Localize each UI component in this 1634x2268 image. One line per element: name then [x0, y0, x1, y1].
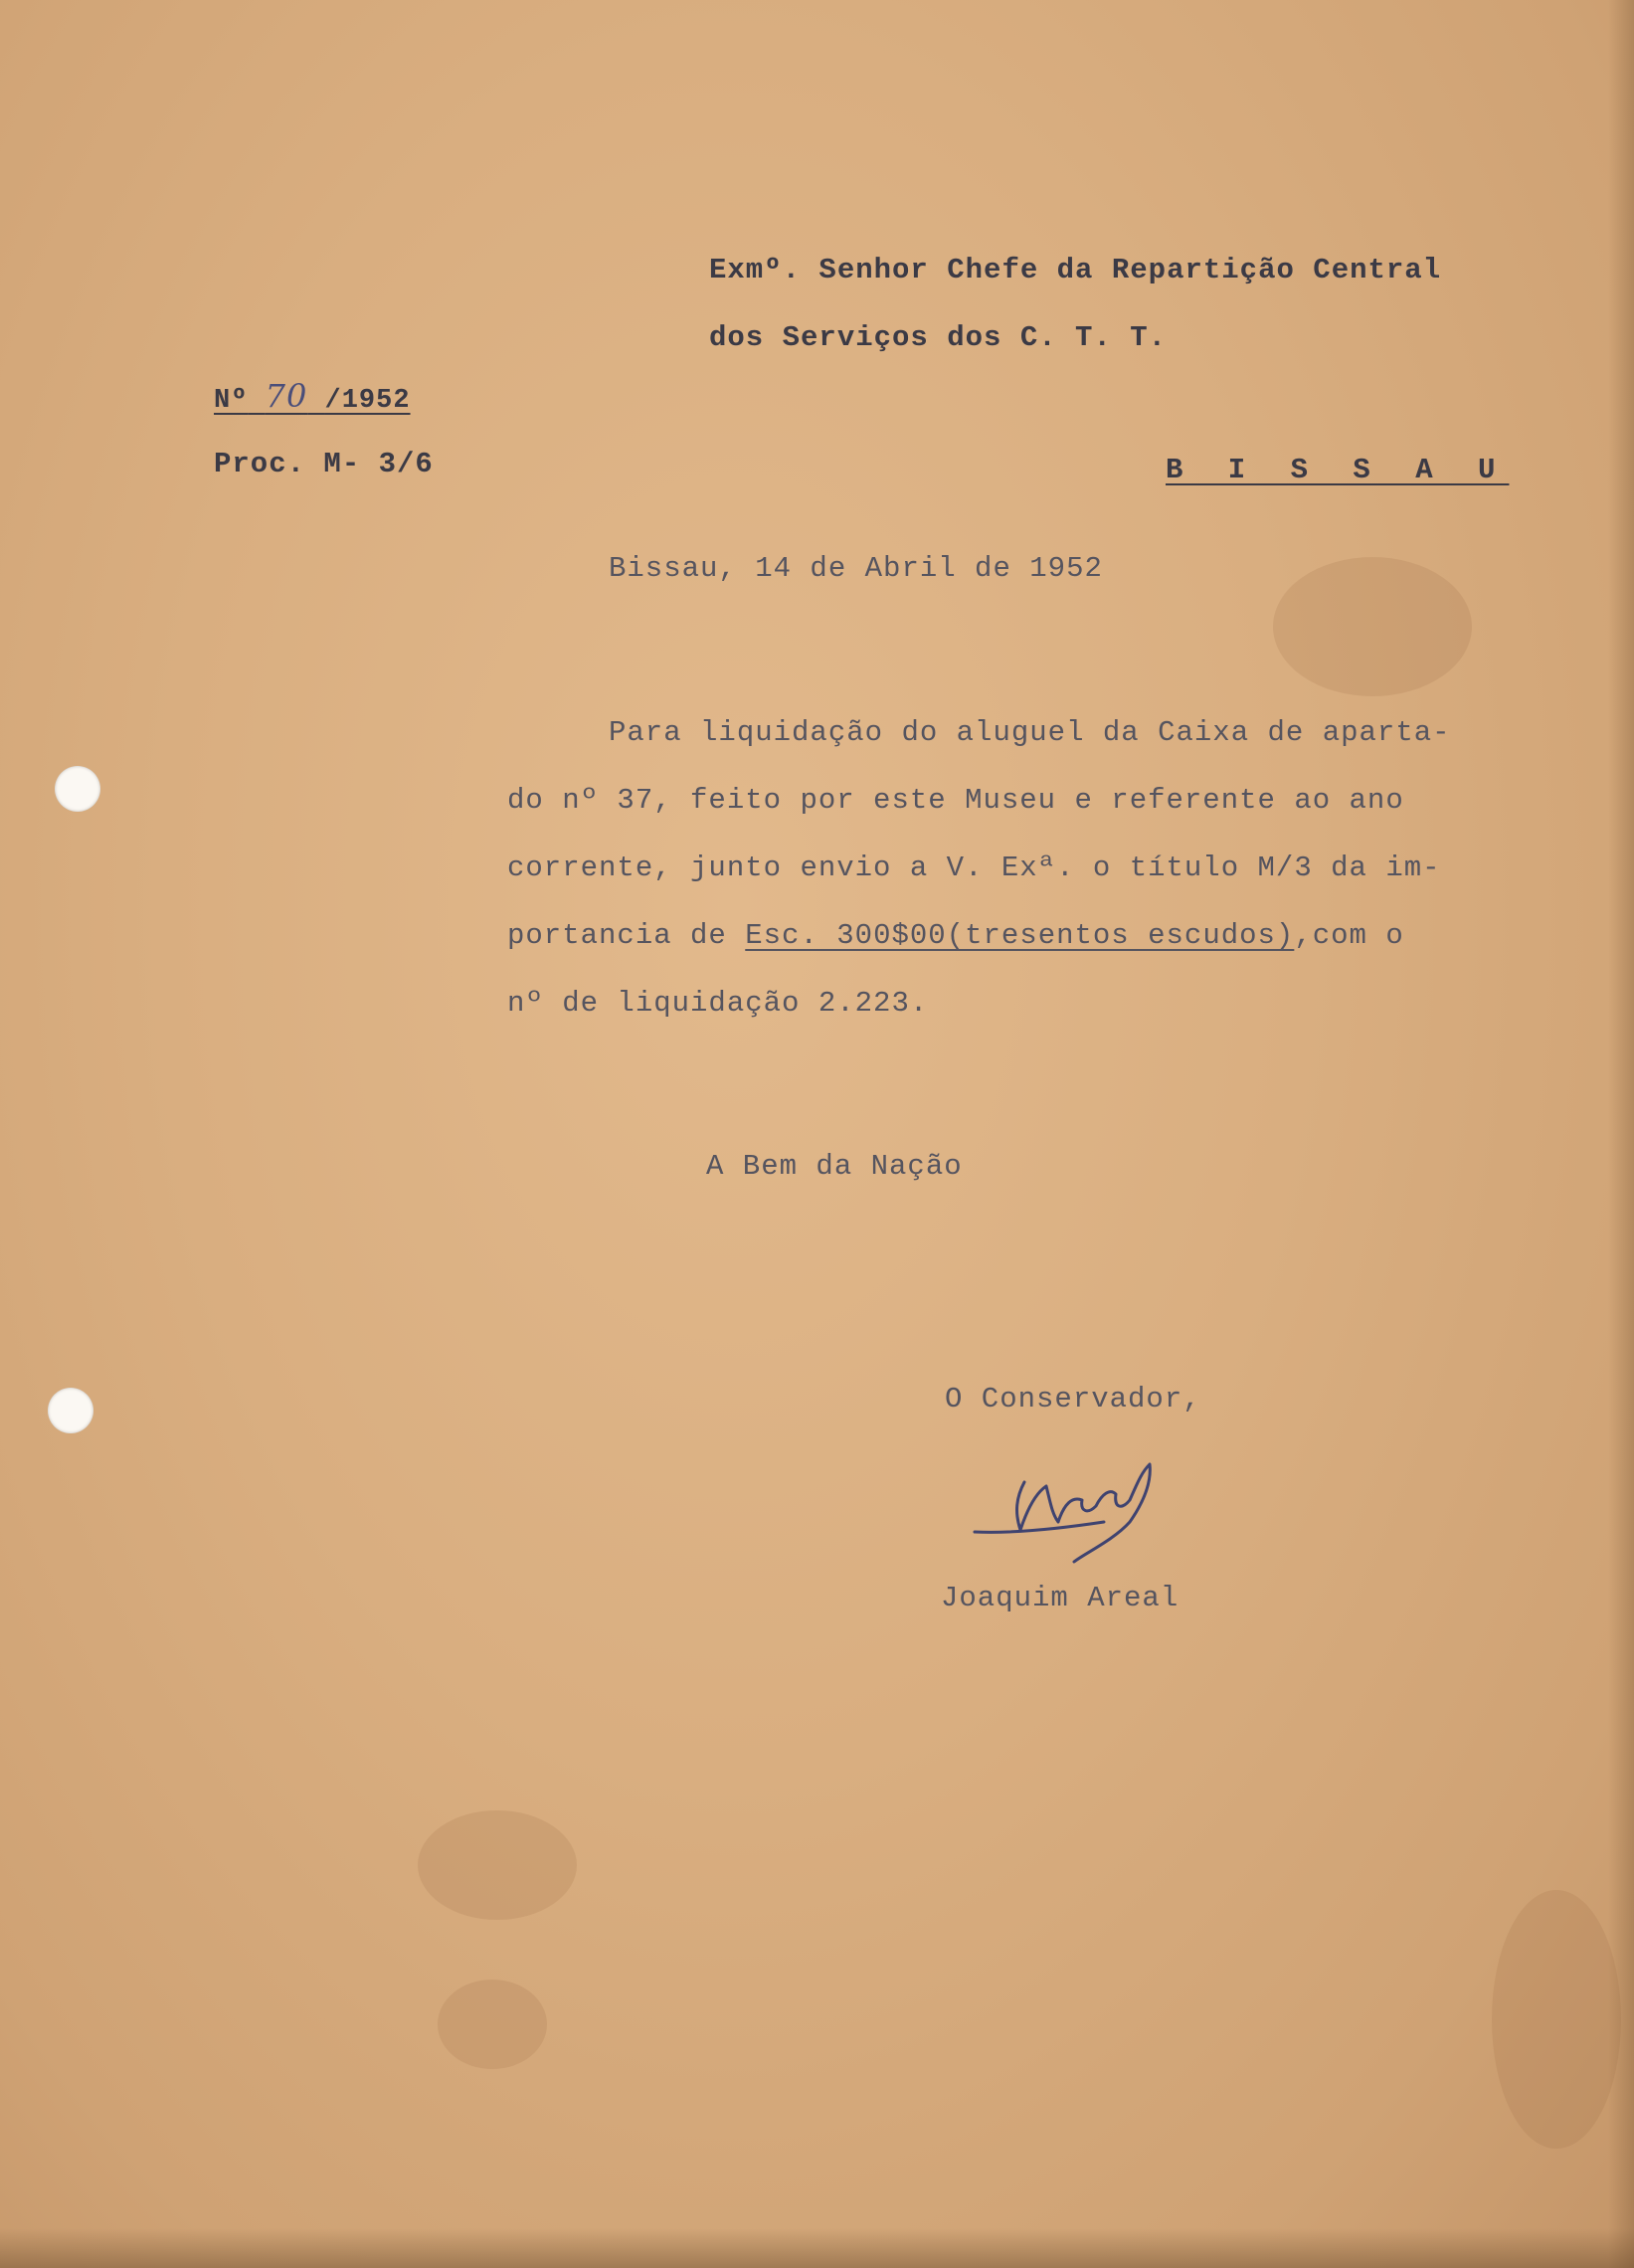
handwritten-signature — [955, 1442, 1213, 1572]
paper-stain — [418, 1810, 577, 1920]
punch-hole — [48, 1388, 93, 1433]
paper-edge-shadow — [0, 2228, 1634, 2268]
body-line-2: do nº 37, feito por este Museu e referente ao ano — [507, 784, 1404, 817]
body-line-1: Para liquidação do aluguel da Caixa de aparta- — [609, 716, 1451, 749]
closing-salutation: A Bem da Nação — [706, 1150, 963, 1183]
paper-stain — [438, 1980, 547, 2069]
punch-hole — [55, 766, 100, 812]
body-line-3: corrente, junto envio a V. Exª. o título M/3 da im- — [507, 851, 1441, 884]
body-line-4-end: ,com o — [1294, 919, 1404, 952]
paper-stain — [1273, 557, 1472, 696]
signoff-title: O Conservador, — [945, 1383, 1201, 1416]
body-line-4 — [507, 921, 1404, 950]
addressee-line-1: Exmº. Senhor Chefe da Repartição Central — [709, 254, 1442, 286]
body-line-4-start: portancia de — [507, 919, 746, 952]
reference-number-prefix: Nº — [214, 386, 249, 416]
body-line-5: nº de liquidação 2.223. — [507, 987, 929, 1020]
process-reference: Proc. M- 3/6 — [214, 448, 434, 480]
paper-stain — [1492, 1890, 1621, 2149]
payment-amount: Esc. 300$00(tresentos escudos) — [745, 919, 1295, 952]
addressee-line-2: dos Serviços dos C. T. T. — [709, 321, 1168, 354]
paper-edge-shadow — [1608, 0, 1634, 2268]
reference-number-handwritten: 70 — [265, 377, 308, 415]
reference-number — [214, 377, 411, 416]
addressee-city: B I S S A U — [1166, 454, 1510, 486]
date-line: Bissau, 14 de Abril de 1952 — [609, 552, 1103, 585]
signatory-name: Joaquim Areal — [941, 1582, 1180, 1614]
reference-number-suffix: /1952 — [324, 386, 411, 416]
